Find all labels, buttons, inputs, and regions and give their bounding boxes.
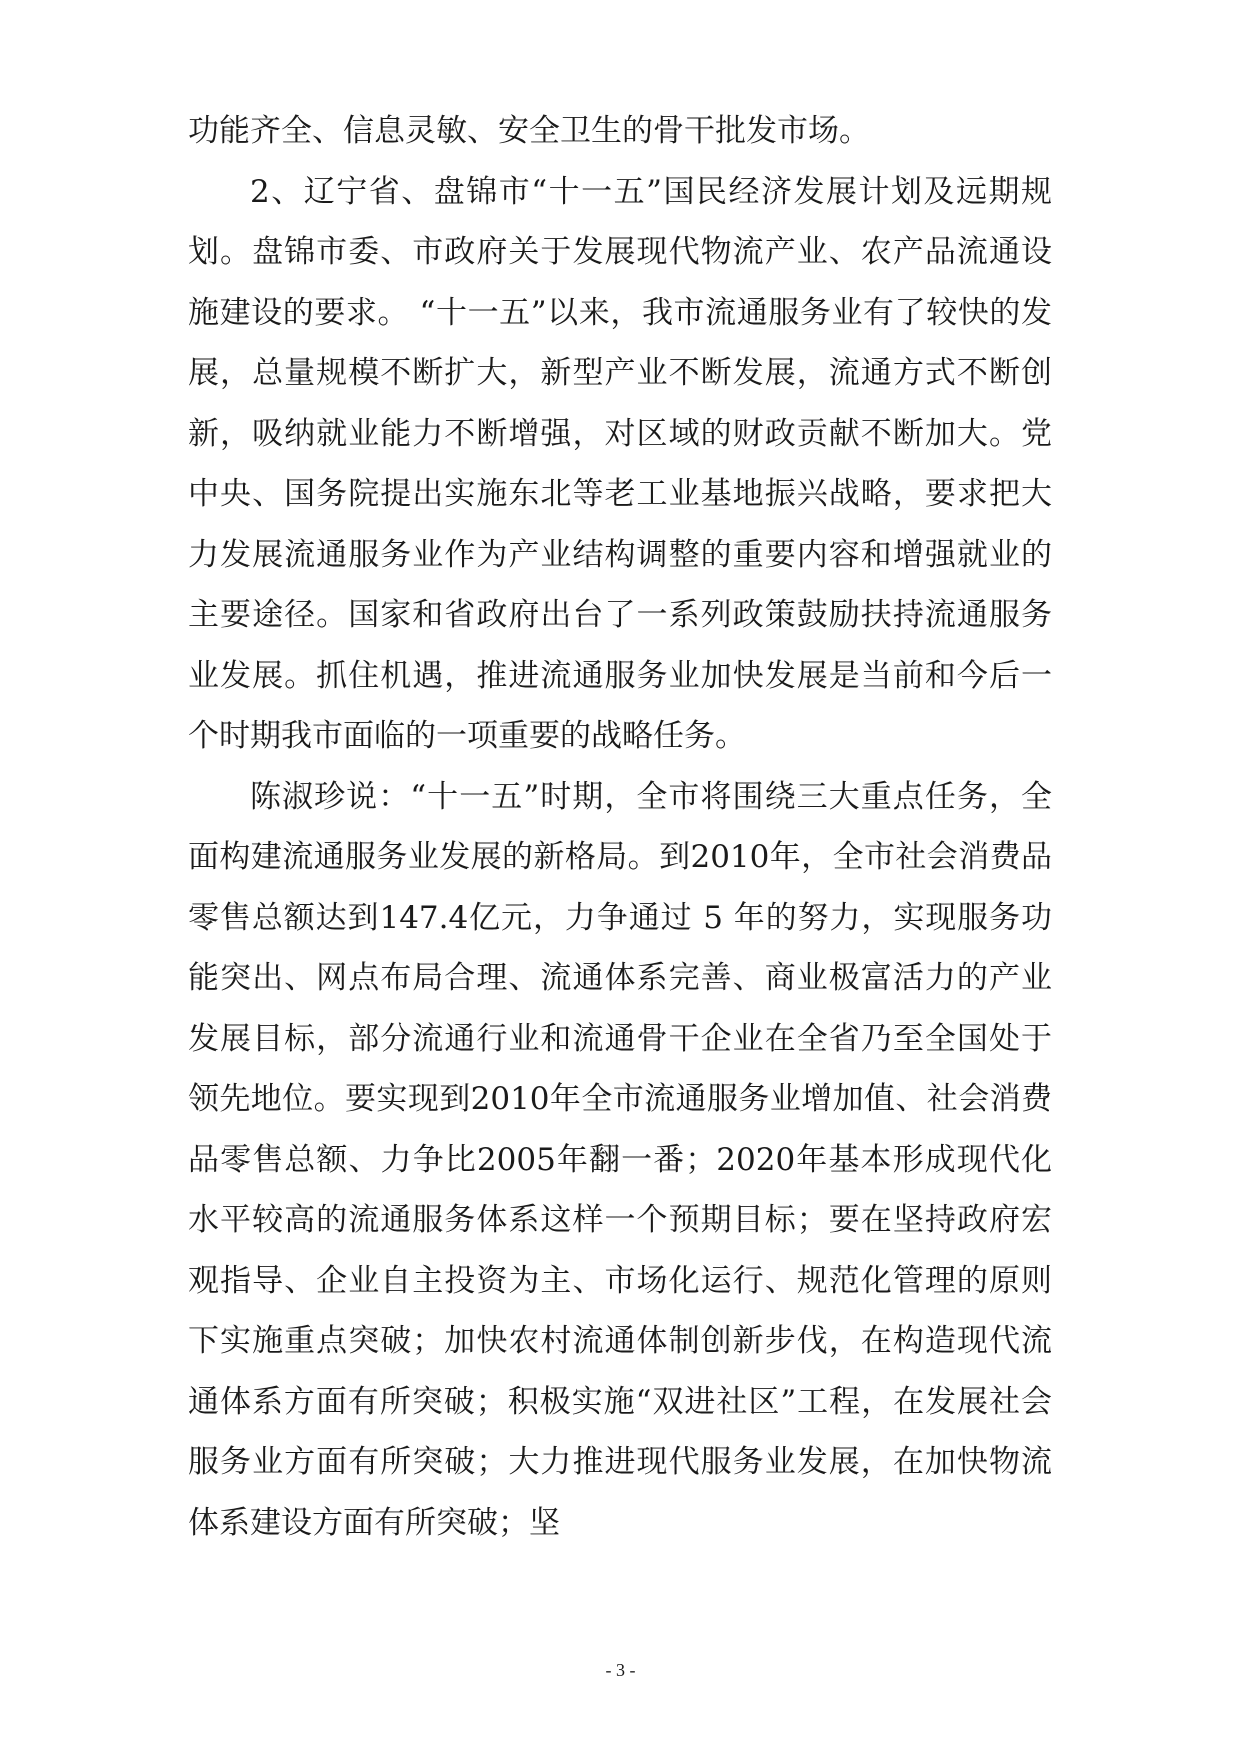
paragraph-planning: 2、辽宁省、盘锦市“十一五”国民经济发展计划及远期规划。盘锦市委、市政府关于发展现代物流产业、农产品流通设施建设的要求。 “十一五”以来，我市流通服务业有了较快的发展，总量规模不断扩大，新型产业不断发展，流通方式不断创新，吸纳就业能力不断增强，对区域的财政贡献不断加大。党中央、国务院提出实施东北等老工业基地振兴战略，要求把大力发展流通服务业作为产业结构调整的重要内容和增强就业的主要途径。国家和省政府出台了一系列政策鼓励扶持流通服务业发展。抓住机遇，推进流通服务业加快发展是当前和今后一个时期我市面临的一项重要的战略任务。 <box>188 173 1052 754</box>
paragraph-continuation: 功能齐全、信息灵敏、安全卫生的骨干批发市场。 <box>188 113 870 149</box>
body-text <box>188 101 1052 1553</box>
paragraph-statement: 陈淑珍说：“十一五”时期，全市将围绕三大重点任务，全面构建流通服务业发展的新格局。到2010年，全市社会消费品零售总额达到147.4亿元，力争通过 5 年的努力，实现服务功能突出、网点布局合理、流通体系完善、商业极富活力的产业发展目标，部分流通行业和流通骨干企业在全省乃至全国处于领先地位。要实现到2010年全市流通服务业增加值、社会消费品零售总额、力争比2005年翻一番；2020年基本形成现代化水平较高的流通服务体系这样一个预期目标；要在坚持政府宏观指导、企业自主投资为主、市场化运行、规范化管理的原则下实施重点突破；加快农村流通体制创新步伐，在构造现代流通体系方面有所突破；积极实施“双进社区”工程，在发展社会服务业方面有所突破；大力推进现代服务业发展，在加快物流体系建设方面有所突破；坚 <box>188 778 1052 1541</box>
page-number: - 3 - <box>605 1660 636 1680</box>
